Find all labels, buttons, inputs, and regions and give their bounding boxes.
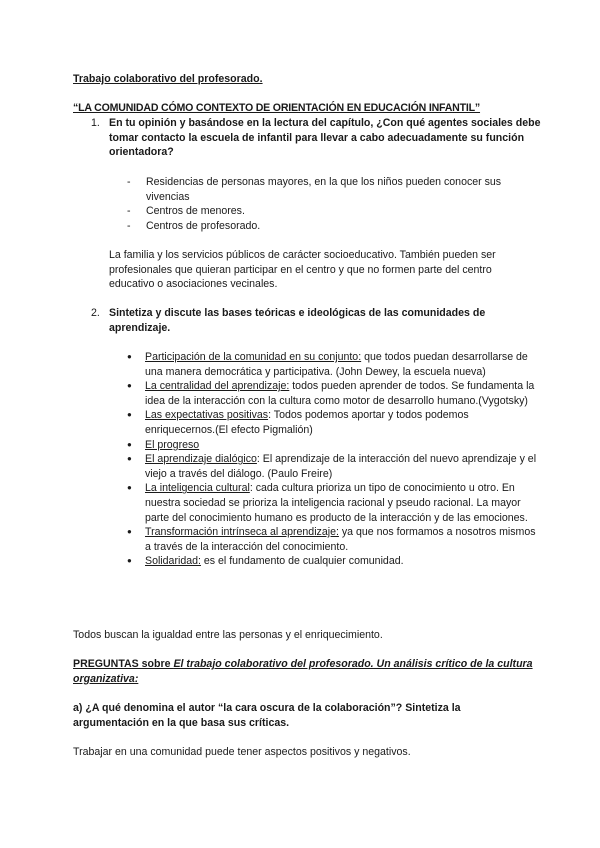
question-1-number: 1. xyxy=(91,117,100,129)
preguntas-heading xyxy=(73,657,533,686)
question-2-text: Sintetiza y discute las bases teóricas e ideológicas de las comunidades de aprendizaje. xyxy=(109,307,486,334)
item-description: que todos puedan desarrollarse de una manera democrática y participativa. (John Dewey, la escuela nueva) xyxy=(145,351,528,378)
question-2 xyxy=(91,306,539,335)
item-term: Las expectativas positivas xyxy=(145,409,269,422)
item-term: Participación de la comunidad en su conjunto: xyxy=(145,351,362,363)
section-title: “LA COMUNIDAD CÓMO CONTEXTO DE ORIENTACIÓN EN EDUCACIÓN INFANTIL” xyxy=(73,102,481,114)
document-title: Trabajo colaborativo del profesorado. xyxy=(73,73,263,85)
question-1-text: En tu opinión y basándose en la lectura del capítulo, ¿Con qué agentes sociales debe tomar contacto la escuela de infantil para llevar a cabo adecuadamente su función orientadora? xyxy=(109,117,541,159)
question-a: a) ¿A qué denomina el autor “la cara oscura de la colaboración”? Sintetiza la argumentación en la que basa sus críticas. xyxy=(73,702,461,729)
item-description: es el fundamento de cualquier comunidad. xyxy=(200,555,404,568)
item-term: Solidaridad: xyxy=(145,555,201,568)
item-term: La centralidad del aprendizaje: xyxy=(145,380,290,393)
list-item: - Centros de profesorado. xyxy=(127,219,527,234)
list-item xyxy=(127,525,537,554)
question-1-answer: La familia y los servicios públicos de carácter socioeducativo. También pueden ser profesionales que quieran participar en el centro y que no formen parte del centro educativo o asociaciones vecinales. xyxy=(109,249,496,291)
preguntas-prefix: PREGUNTAS sobre xyxy=(73,658,174,670)
list-item xyxy=(127,452,537,481)
item-term: Transformación intrínseca al aprendizaje: xyxy=(145,526,339,539)
item-description: : cada cultura prioriza un tipo de conocimiento u otro. En nuestra sociedad se prioriza la inteligencia racional y pseudo racional. La mayor parte del conocimiento humano es producto de la interacción y de las emociones. xyxy=(145,482,528,524)
item-term: El aprendizaje dialógico xyxy=(145,453,257,466)
item-description: : El aprendizaje de la interacción del nuevo aprendizaje y el viejo a través del diálogo. (Paulo Freire) xyxy=(145,453,537,480)
list-item xyxy=(127,379,537,408)
list-item xyxy=(127,438,537,453)
bases-list xyxy=(127,350,537,569)
question-2-number: 2. xyxy=(91,307,100,319)
item-term: La inteligencia cultural xyxy=(145,482,250,495)
agents-list xyxy=(127,175,527,233)
list-item: - Residencias de personas mayores, en la que los niños pueden conocer sus vivencias xyxy=(127,175,527,204)
item-description: todos pueden aprender de todos. Se fundamenta la idea de la interacción con la cultura como motor de desarrollo humano.(Vygotsky) xyxy=(145,380,535,407)
list-item xyxy=(127,350,537,379)
work-title: El trabajo colaborativo del profesorado. Un análisis crítico de la cultura organizativa: xyxy=(73,658,533,685)
list-item xyxy=(127,481,537,525)
list-item xyxy=(127,554,537,569)
item-description: : Todos podemos aportar y todos podemos enriquecernos.(El efecto Pigmalión) xyxy=(145,409,469,436)
list-item xyxy=(127,408,537,437)
question-a-answer: Trabajar en una comunidad puede tener aspectos positivos y negativos. xyxy=(73,746,411,758)
question-1 xyxy=(91,116,549,160)
item-description: ya que nos formamos a nosotros mismos a través de la interacción del conocimiento. xyxy=(145,526,536,553)
item-term: El progreso xyxy=(145,438,200,451)
summary-paragraph: Todos buscan la igualdad entre las personas y el enriquecimiento. xyxy=(73,629,383,641)
list-item: - Centros de menores. xyxy=(127,204,527,219)
